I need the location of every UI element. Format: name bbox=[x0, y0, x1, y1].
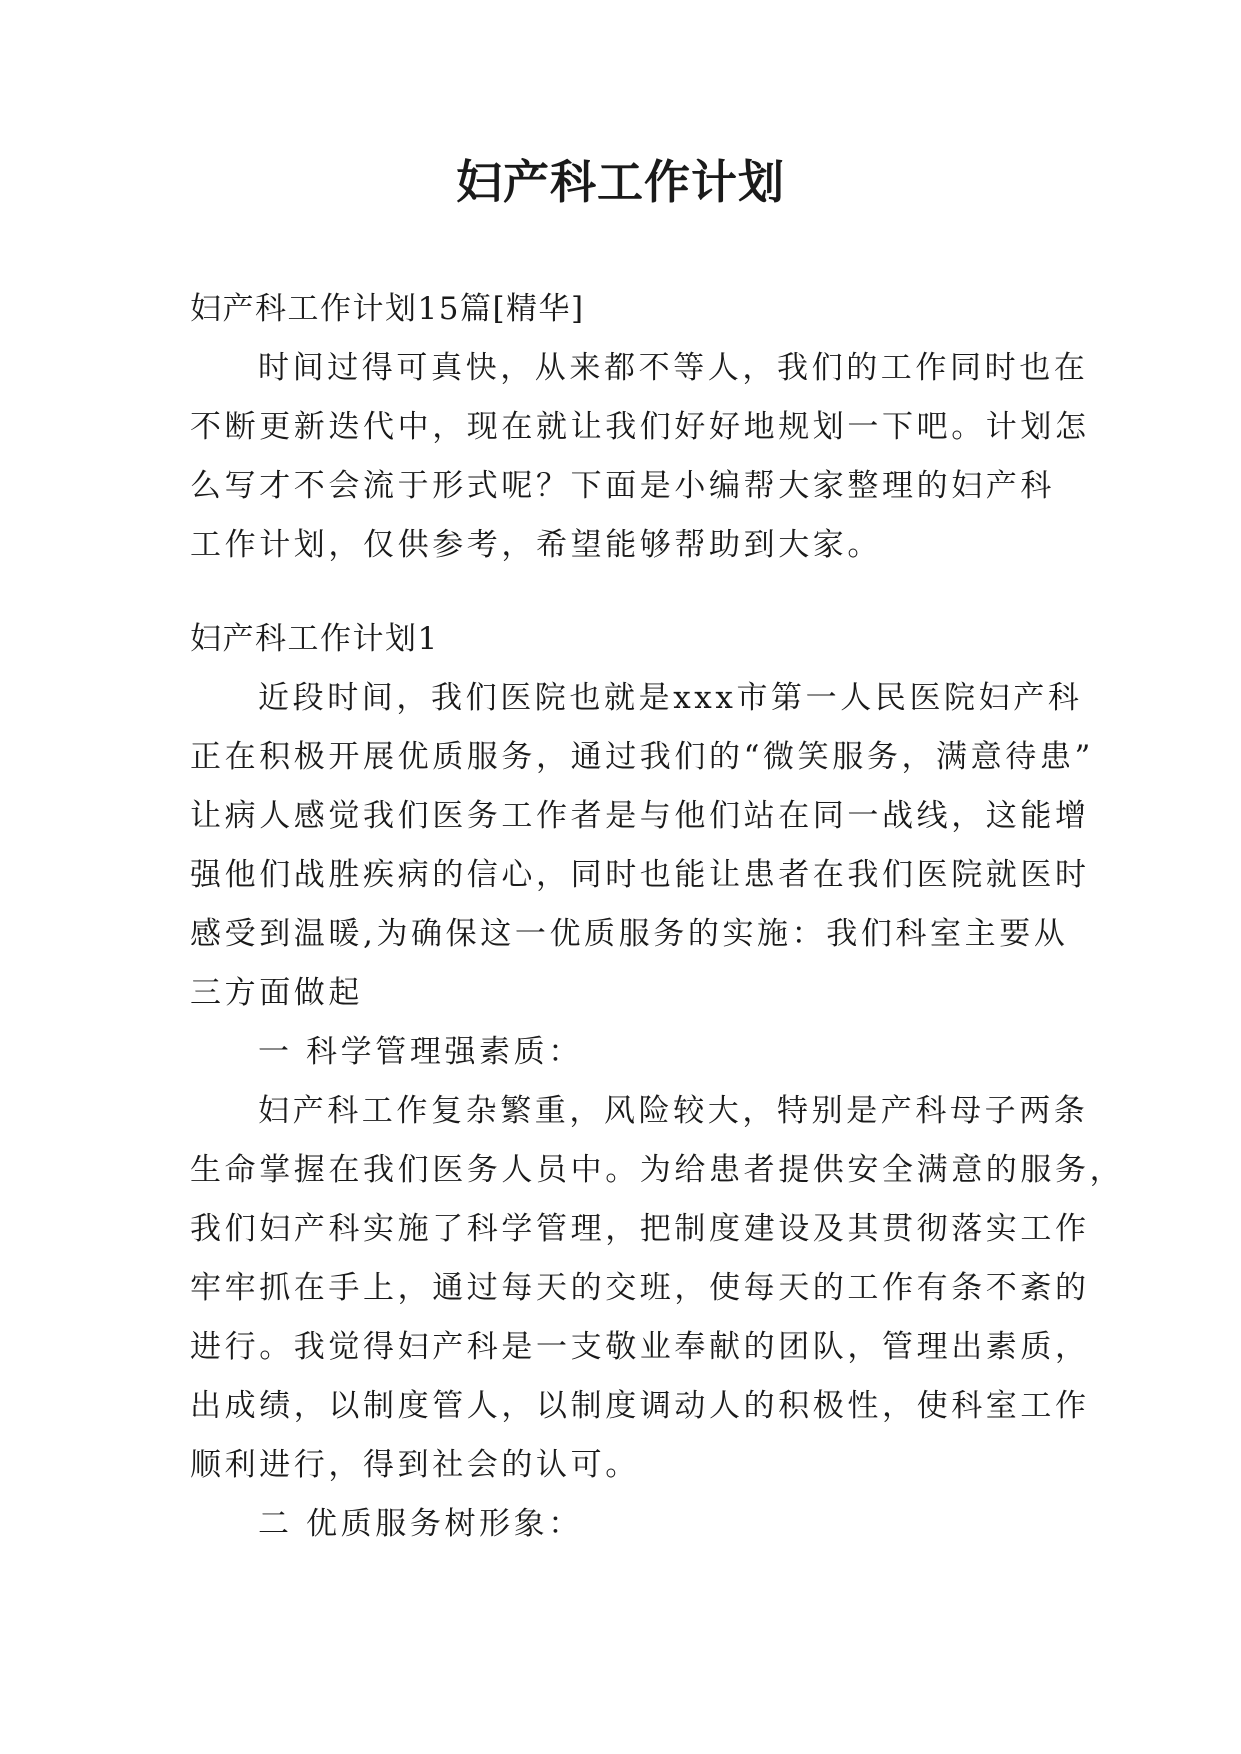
paragraph-line: 我们妇产科实施了科学管理，把制度建设及其贯彻落实工作 bbox=[190, 1211, 1090, 1247]
intro-line: 么写才不会流于形式呢？下面是小编帮大家整理的妇产科 bbox=[190, 468, 1055, 504]
paragraph-line: 牢牢抓在手上，通过每天的交班，使每天的工作有条不紊的 bbox=[190, 1270, 1090, 1306]
paragraph-line: 进行。我觉得妇产科是一支敬业奉献的团队，管理出素质， bbox=[190, 1329, 1090, 1365]
paragraph-line: 强他们战胜疾病的信心，同时也能让患者在我们医院就医时 bbox=[190, 857, 1090, 893]
document-title: 妇产科工作计划 bbox=[456, 155, 785, 209]
paragraph-line: 生命掌握在我们医务人员中。为给患者提供安全满意的服务， bbox=[190, 1152, 1125, 1188]
section-heading: 妇产科工作计划1 bbox=[190, 621, 439, 657]
paragraph-line: 感受到温暖,为确保这一优质服务的实施：我们科室主要从 bbox=[190, 916, 1069, 952]
paragraph-line: 出成绩，以制度管人，以制度调动人的积极性，使科室工作 bbox=[190, 1388, 1090, 1424]
paragraph-line: 让病人感觉我们医务工作者是与他们站在同一战线，这能增 bbox=[190, 798, 1090, 834]
intro-line: 工作计划，仅供参考，希望能够帮助到大家。 bbox=[190, 527, 882, 563]
intro-line: 不断更新迭代中，现在就让我们好好地规划一下吧。计划怎 bbox=[190, 409, 1090, 445]
paragraph-line: 正在积极开展优质服务，通过我们的“微笑服务，满意待患” bbox=[190, 739, 1094, 775]
intro-line: 时间过得可真快，从来都不等人，我们的工作同时也在 bbox=[258, 350, 1089, 386]
paragraph-line: 妇产科工作复杂繁重，风险较大，特别是产科母子两条 bbox=[258, 1093, 1089, 1129]
paragraph-line: 三方面做起 bbox=[190, 975, 363, 1011]
intro-heading: 妇产科工作计划15篇[精华] bbox=[190, 291, 585, 327]
paragraph-line: 近段时间，我们医院也就是xxx市第一人民医院妇产科 bbox=[258, 680, 1083, 716]
paragraph-line: 顺利进行，得到社会的认可。 bbox=[190, 1447, 640, 1483]
point-heading: 二 优质服务树形象： bbox=[258, 1506, 583, 1542]
point-heading: 一 科学管理强素质： bbox=[258, 1034, 583, 1070]
document-body bbox=[190, 280, 1125, 1554]
